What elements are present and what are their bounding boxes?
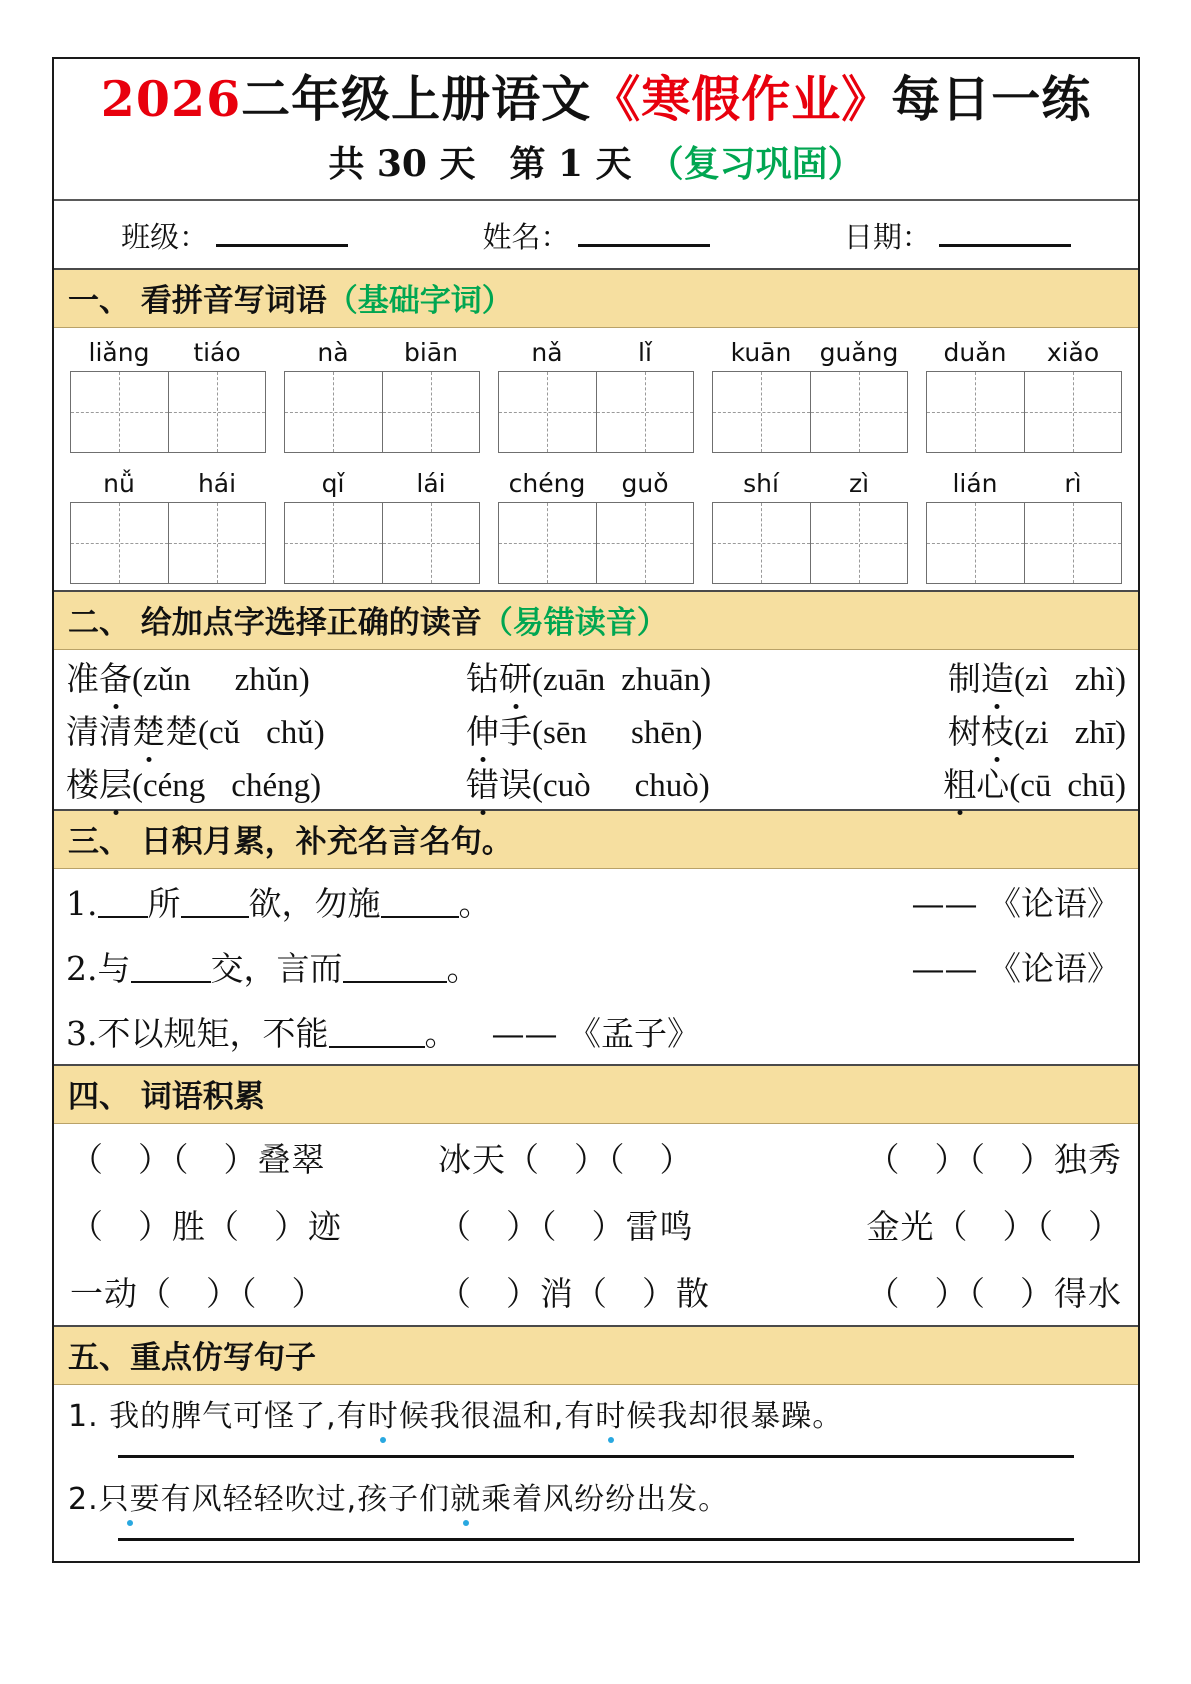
- quote-row: [54, 999, 1138, 1064]
- pinyin-row-2: [54, 459, 1138, 590]
- tianzi-cell[interactable]: [71, 372, 168, 452]
- pinyin-row-1: [54, 328, 1138, 459]
- pinyin-group: [926, 469, 1122, 584]
- emphasis-phrase: 有时候: [564, 1391, 657, 1435]
- option-b[interactable]: zhuān): [621, 661, 712, 698]
- idiom-item[interactable]: （ ）消（ ）散: [438, 1273, 710, 1313]
- option-a[interactable]: (cuò: [532, 767, 591, 804]
- word-post: 心: [976, 764, 1010, 804]
- quote-number: 3.: [66, 1013, 98, 1053]
- title-year: 2026: [100, 70, 242, 128]
- word-pre: 楼: [66, 764, 99, 804]
- quote-blank[interactable]: [181, 890, 249, 918]
- section-5-header: [54, 1325, 1138, 1385]
- word-post: 手: [499, 711, 532, 751]
- tianzi-cell[interactable]: [168, 503, 266, 583]
- section-2-note: （易错读音）: [481, 604, 668, 641]
- option-a[interactable]: (zǔn: [132, 661, 191, 698]
- date-label: 日期：: [843, 219, 931, 254]
- word-pre: 清清: [66, 711, 132, 751]
- class-label: 班级：: [121, 219, 209, 254]
- quote-source: —— 《论语》: [911, 883, 1120, 923]
- quote-text[interactable]: [66, 1008, 458, 1055]
- pronunciation-row: [54, 756, 1138, 809]
- idiom-item[interactable]: （ ）（ ）雷鸣: [438, 1206, 694, 1246]
- idiom-row: [54, 1191, 1138, 1258]
- quote-text[interactable]: [66, 943, 480, 990]
- quote-part: 所: [147, 883, 181, 923]
- pinyin-group: [70, 338, 266, 453]
- student-info-row: [54, 201, 1138, 268]
- pinyin-syllable: nà: [317, 337, 349, 367]
- quote-part: 。: [458, 883, 492, 923]
- pinyin-syllable: chéng: [508, 468, 586, 498]
- tianzi-cell[interactable]: [499, 503, 596, 583]
- tianzi-grid[interactable]: [712, 502, 908, 584]
- answer-line-1[interactable]: [118, 1453, 1074, 1458]
- pronunciation-item[interactable]: [841, 759, 1126, 806]
- idiom-row: [54, 1258, 1138, 1325]
- word-pre: 钻: [466, 658, 499, 698]
- idiom-item[interactable]: （ ）（ ）叠翠: [70, 1139, 326, 1179]
- name-input[interactable]: [578, 222, 710, 247]
- tianzi-cell[interactable]: [1024, 372, 1122, 452]
- option-a[interactable]: (sēn: [532, 714, 587, 751]
- option-b[interactable]: chuò): [634, 767, 710, 804]
- emphasis-phrase: 就: [450, 1474, 481, 1518]
- pronunciation-item[interactable]: [66, 653, 466, 700]
- section-4-header: [54, 1064, 1138, 1124]
- section-2-title: 二、 给加点字选择正确的读音: [68, 604, 482, 641]
- tianzi-cell[interactable]: [168, 372, 266, 452]
- pinyin-group: [712, 469, 908, 584]
- model-sentence-2: [68, 1474, 1124, 1530]
- section-1-title: 一、 看拼音写词语: [68, 282, 327, 319]
- tianzi-cell[interactable]: [810, 372, 908, 452]
- idiom-item[interactable]: 一动（ ）（ ）: [70, 1273, 326, 1313]
- pronunciation-item[interactable]: [841, 706, 1126, 753]
- pinyin-group: [70, 469, 266, 584]
- pinyin-group: [712, 338, 908, 453]
- pinyin-group: [284, 338, 480, 453]
- tianzi-cell[interactable]: [713, 503, 810, 583]
- pinyin-syllable: nǚ: [103, 468, 135, 498]
- tianzi-cell[interactable]: [596, 372, 694, 452]
- option-b[interactable]: chǔ): [266, 714, 325, 751]
- pinyin-syllable: guǒ: [621, 468, 669, 498]
- pinyin-syllable: lián: [952, 468, 998, 498]
- word-pre: 准: [66, 658, 99, 698]
- idiom-item[interactable]: 金光（ ）（ ）: [866, 1206, 1122, 1246]
- tianzi-grid[interactable]: [926, 371, 1122, 453]
- sentence-part: 我的脾气可怪了,: [109, 1398, 337, 1434]
- option-a[interactable]: (cū: [1009, 767, 1052, 804]
- quote-number: 2.: [66, 948, 98, 988]
- idiom-item[interactable]: （ ）胜（ ）迹: [70, 1206, 342, 1246]
- tianzi-cell[interactable]: [927, 372, 1024, 452]
- option-a[interactable]: (cǔ: [198, 714, 241, 751]
- section-1-header: [54, 268, 1138, 328]
- option-a[interactable]: (céng: [132, 767, 206, 804]
- quote-part: 与: [97, 948, 131, 988]
- sentence-number: 2.: [68, 1481, 99, 1517]
- dotted-char: 错: [466, 759, 499, 806]
- tianzi-cell[interactable]: [71, 503, 168, 583]
- sentence-part: 乘着风纷纷出发。: [481, 1481, 730, 1517]
- pinyin-group: [284, 469, 480, 584]
- date-input[interactable]: [939, 222, 1071, 247]
- tianzi-grid[interactable]: [498, 371, 694, 453]
- model-sentence-1: [68, 1391, 1124, 1447]
- pinyin-syllable: duǎn: [943, 337, 1007, 367]
- tianzi-cell[interactable]: [1024, 503, 1122, 583]
- sentence-part: 我却很暴躁。: [657, 1398, 844, 1434]
- dotted-char: 枝: [981, 706, 1014, 753]
- pronunciation-item[interactable]: [466, 759, 841, 806]
- option-b[interactable]: zhī): [1074, 714, 1126, 751]
- quote-blank[interactable]: [131, 955, 211, 983]
- tianzi-grid[interactable]: [284, 371, 480, 453]
- option-b[interactable]: shēn): [630, 714, 703, 751]
- option-a[interactable]: (zuān: [532, 661, 606, 698]
- quote-blank[interactable]: [329, 1020, 425, 1048]
- tianzi-grid[interactable]: [498, 502, 694, 584]
- section-3-body: [54, 869, 1138, 1064]
- pinyin-syllable: liǎng: [88, 337, 150, 367]
- quote-part: 。: [446, 948, 480, 988]
- pronunciation-item[interactable]: [66, 706, 466, 753]
- section-4-title: 四、 词语积累: [68, 1078, 265, 1115]
- quote-row: [54, 934, 1138, 999]
- worksheet-frame: [52, 57, 1140, 1563]
- page-title: [54, 59, 1138, 134]
- section-2-header: [54, 590, 1138, 650]
- section-5-title: 五、重点仿写句子: [68, 1339, 316, 1376]
- tianzi-cell[interactable]: [596, 503, 694, 583]
- option-b[interactable]: chū): [1067, 767, 1126, 804]
- sentence-part: 有风轻轻吹过,孩子们: [160, 1481, 451, 1517]
- dotted-char: 粗: [943, 759, 976, 806]
- name-label: 姓名：: [482, 219, 570, 254]
- tianzi-cell[interactable]: [285, 503, 382, 583]
- quote-part: 不以规矩，不能: [97, 1013, 329, 1053]
- option-a[interactable]: (zi: [1013, 714, 1049, 751]
- pinyin-group: [498, 469, 694, 584]
- dotted-char: 楚: [132, 706, 165, 753]
- pronunciation-row: [54, 650, 1138, 703]
- pinyin-syllable: kuān: [730, 337, 792, 367]
- pinyin-syllable: shí: [743, 468, 779, 498]
- name-field[interactable]: [415, 215, 776, 256]
- date-field[interactable]: [777, 215, 1138, 256]
- sentence-part: 我很温和,: [429, 1398, 565, 1434]
- tianzi-cell[interactable]: [382, 372, 480, 452]
- section-3-title: 三、 日积月累，补充名言名句。: [68, 823, 513, 860]
- tianzi-cell[interactable]: [713, 372, 810, 452]
- pronunciation-item[interactable]: [66, 759, 466, 806]
- pinyin-group: [498, 338, 694, 453]
- pinyin-group: [926, 338, 1122, 453]
- pinyin-syllable: xiǎo: [1046, 337, 1100, 367]
- tianzi-cell[interactable]: [382, 503, 480, 583]
- dotted-char: 层: [99, 759, 132, 806]
- pinyin-syllable: hái: [197, 468, 237, 498]
- quote-source: —— 《孟子》: [491, 1013, 700, 1053]
- option-a[interactable]: (zì: [1013, 661, 1049, 698]
- dotted-char: 备: [99, 653, 132, 700]
- pinyin-syllable: zì: [848, 468, 870, 498]
- option-b[interactable]: chéng): [231, 767, 322, 804]
- pronunciation-item[interactable]: [466, 706, 841, 753]
- tianzi-cell[interactable]: [499, 372, 596, 452]
- idiom-row: [54, 1124, 1138, 1191]
- subtitle-total: 共 30 天: [328, 142, 476, 185]
- dotted-char: 造: [981, 653, 1014, 700]
- pinyin-syllable: qǐ: [321, 468, 345, 498]
- tianzi-cell[interactable]: [810, 503, 908, 583]
- quote-blank[interactable]: [381, 890, 459, 918]
- subtitle-note: （复习巩固）: [647, 142, 864, 185]
- pronunciation-item[interactable]: [466, 653, 841, 700]
- section-5-body: [54, 1385, 1138, 1561]
- quote-text[interactable]: [66, 878, 492, 925]
- subtitle-day: 第 1 天: [509, 142, 632, 185]
- tianzi-grid[interactable]: [284, 502, 480, 584]
- tianzi-grid[interactable]: [70, 371, 266, 453]
- tianzi-grid[interactable]: [926, 502, 1122, 584]
- class-field[interactable]: [54, 215, 415, 256]
- idiom-item[interactable]: 冰天（ ）（ ）: [438, 1139, 694, 1179]
- quote-part: 。: [424, 1013, 458, 1053]
- emphasis-phrase: 只要: [99, 1474, 161, 1518]
- quote-part: 欲，勿施: [248, 883, 381, 923]
- idiom-item[interactable]: （ ）（ ）独秀: [866, 1139, 1122, 1179]
- quote-blank[interactable]: [98, 890, 148, 918]
- title-book: 《寒假作业》: [591, 70, 892, 128]
- tianzi-grid[interactable]: [70, 502, 266, 584]
- answer-line-2[interactable]: [118, 1536, 1074, 1541]
- sentence-number: 1.: [68, 1398, 99, 1434]
- pinyin-syllable: biān: [404, 337, 458, 367]
- class-input[interactable]: [216, 222, 348, 247]
- section-1-body: [54, 328, 1138, 590]
- option-b[interactable]: zhì): [1074, 661, 1126, 698]
- word-post: 楚: [165, 711, 198, 751]
- quote-blank[interactable]: [343, 955, 447, 983]
- section-3-header: [54, 809, 1138, 869]
- dotted-char: 伸: [466, 706, 499, 753]
- pinyin-syllable: guǎng: [819, 337, 899, 367]
- title-tail: 每日一练: [891, 70, 1092, 128]
- idiom-item[interactable]: （ ）（ ）得水: [866, 1273, 1122, 1313]
- word-pre: 树: [947, 711, 981, 751]
- quote-source: —— 《论语》: [911, 948, 1120, 988]
- subtitle: [54, 134, 1138, 199]
- word-post: 误: [499, 764, 532, 804]
- tianzi-cell[interactable]: [285, 372, 382, 452]
- section-2-body: [54, 650, 1138, 809]
- quote-part: 交，言而: [210, 948, 343, 988]
- pinyin-syllable: rì: [1064, 468, 1082, 498]
- word-pre: 制: [947, 658, 981, 698]
- pinyin-syllable: lǐ: [638, 337, 652, 367]
- pinyin-syllable: tiáo: [193, 337, 241, 367]
- section-4-body: [54, 1124, 1138, 1325]
- emphasis-phrase: 有时候: [337, 1391, 430, 1435]
- tianzi-cell[interactable]: [927, 503, 1024, 583]
- pronunciation-item[interactable]: [841, 653, 1126, 700]
- pinyin-syllable: nǎ: [531, 337, 563, 367]
- option-b[interactable]: zhǔn): [234, 661, 310, 698]
- title-grade: 二年级上册语文: [241, 70, 592, 128]
- quote-row: [54, 869, 1138, 934]
- tianzi-grid[interactable]: [712, 371, 908, 453]
- dotted-char: 研: [499, 653, 532, 700]
- section-1-note: （基础字词）: [326, 282, 513, 319]
- pronunciation-row: [54, 703, 1138, 756]
- pinyin-syllable: lái: [416, 468, 446, 498]
- quote-number: 1.: [66, 883, 98, 923]
